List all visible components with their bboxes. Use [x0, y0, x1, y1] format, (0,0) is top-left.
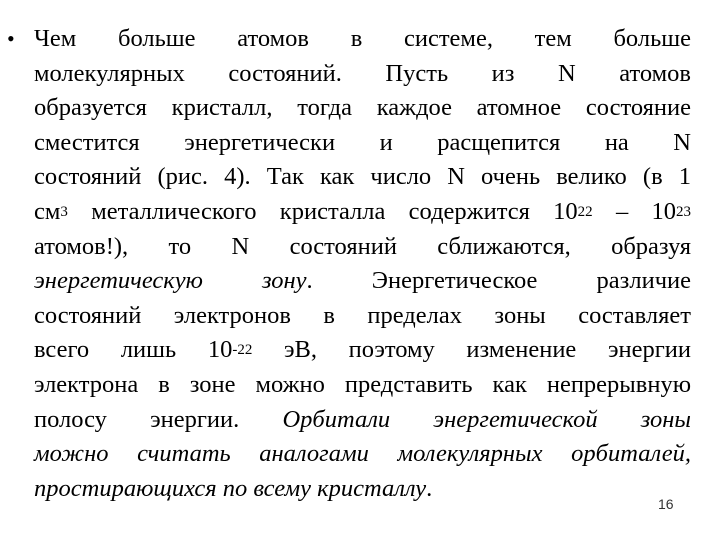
text-line: [34, 126, 691, 161]
text-line: [34, 160, 691, 195]
text-segment: образуется кристалл, тогда каждое атомное состояние: [34, 94, 691, 122]
text-segment: атомов!), то N состояний сближаются, образуя: [34, 232, 691, 260]
text-segment: состояний электронов в пределах зоны составляет: [34, 301, 691, 329]
text-line: [34, 91, 691, 126]
text-segment: состояний (рис. 4). Так как число N очень велико (в 1: [34, 163, 691, 191]
text-segment: всего лишь 10: [34, 336, 233, 364]
text-line: [34, 57, 691, 92]
text-line: [34, 299, 691, 334]
italic-text: простирающихся по всему кристаллу: [34, 474, 427, 502]
page-number: 16: [658, 496, 674, 512]
text-line: [34, 22, 691, 57]
text-line: [34, 472, 691, 507]
text-line: [34, 230, 691, 265]
superscript: -22: [232, 342, 253, 359]
text-line: [34, 195, 691, 230]
text-segment: Чем больше атомов в системе, тем больше: [34, 25, 691, 52]
text-line: [34, 368, 691, 403]
text-segment: электрона в зоне можно представить как непрерывную: [34, 370, 691, 398]
paragraph-text: [34, 22, 691, 506]
text-segment: металлического кристалла содержится 10: [67, 197, 578, 225]
superscript: 23: [676, 203, 691, 220]
bullet-marker: •: [7, 26, 15, 51]
text-line: [34, 403, 691, 438]
text-segment: см: [34, 197, 61, 225]
text-segment: молекулярных состояний. Пусть из N атомов: [34, 59, 691, 87]
text-segment: сместится энергетически и расщепится на N: [34, 128, 691, 156]
italic-text: энергетическую зону: [34, 267, 307, 295]
italic-text: Орбитали энергетической зоны: [282, 405, 691, 433]
text-line: [34, 264, 691, 299]
italic-text: можно считать аналогами молекулярных орбиталей,: [34, 440, 691, 468]
text-segment: – 10: [592, 197, 676, 225]
text-segment: эВ, поэтому изменение энергии: [252, 336, 691, 364]
text-segment: полосу энергии.: [34, 405, 283, 433]
superscript: 22: [577, 203, 593, 220]
text-line: [34, 333, 691, 368]
superscript: 3: [60, 203, 68, 220]
text-line: [34, 437, 691, 472]
text-segment: .: [426, 474, 433, 502]
text-segment: . Энергетическое различие: [306, 267, 691, 295]
